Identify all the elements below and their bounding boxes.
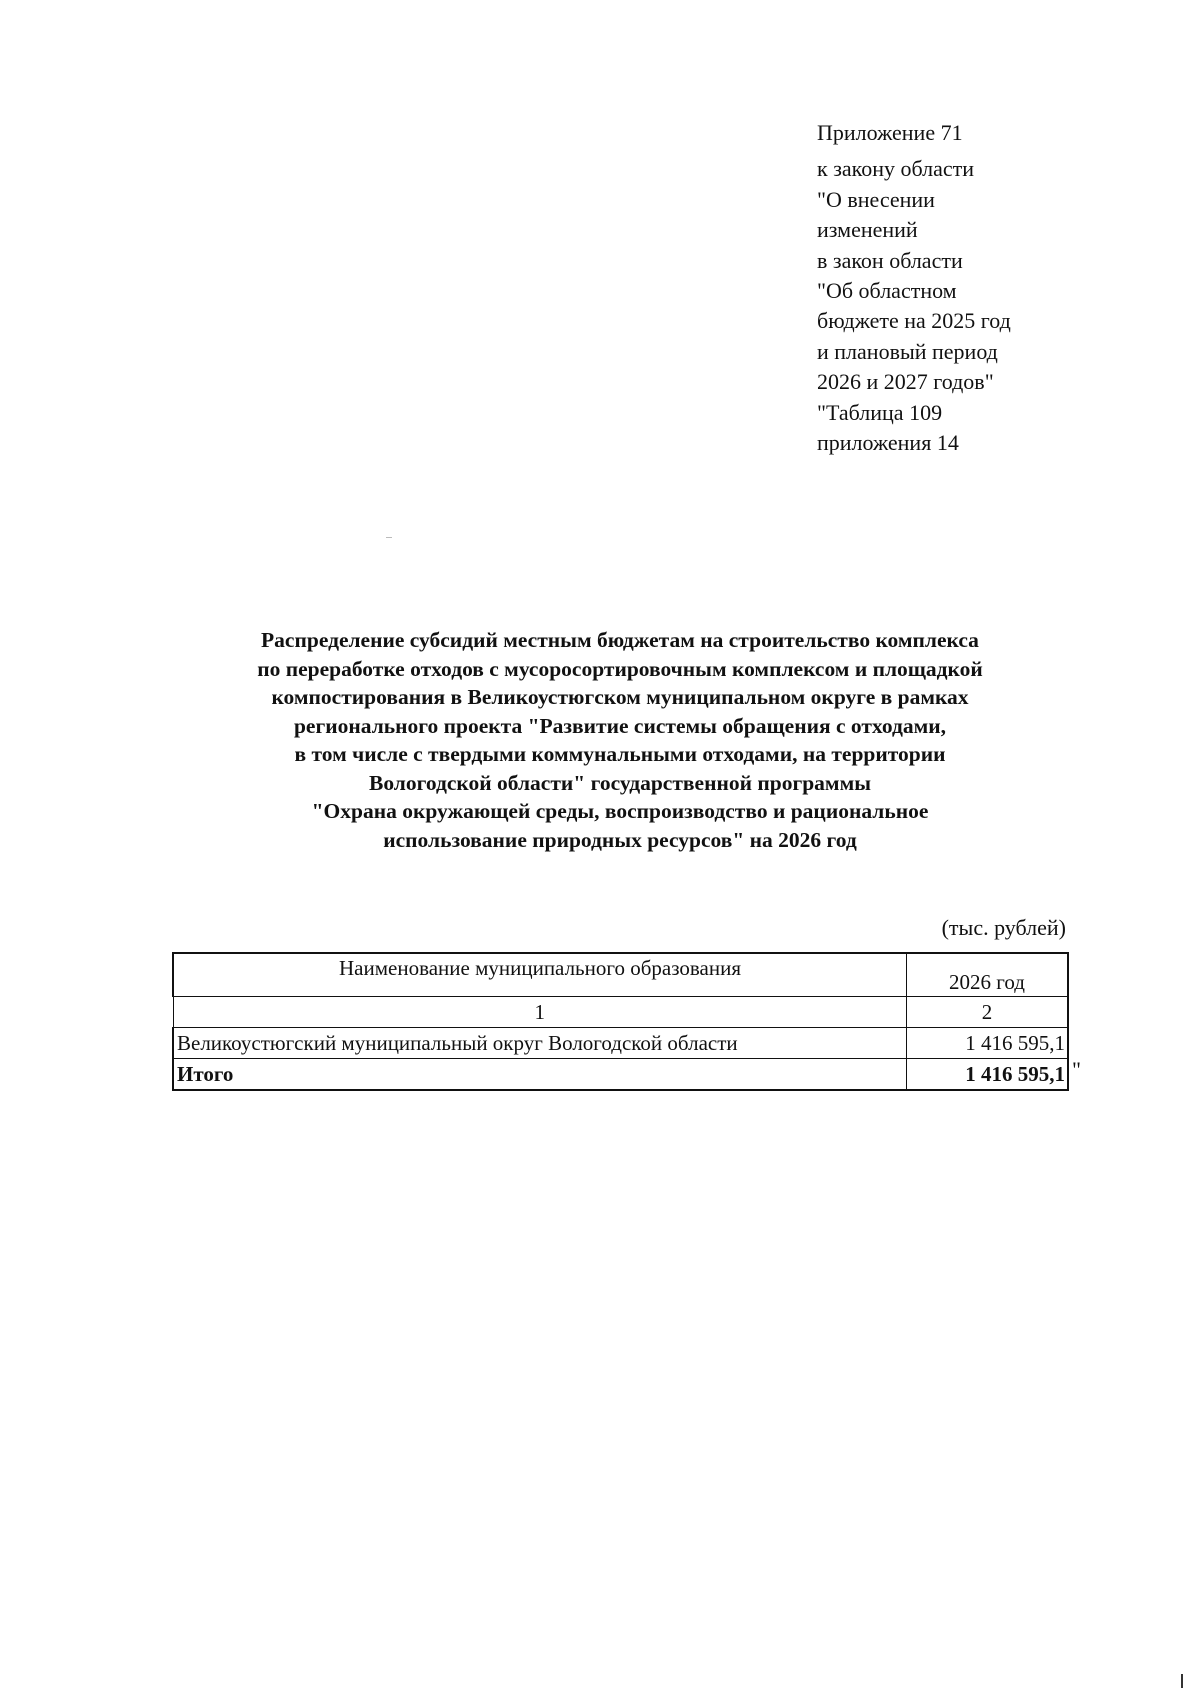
table-row xyxy=(173,1028,1068,1059)
appendix-line: "О внесении xyxy=(817,186,935,212)
title-line: по переработке отходов с мусоросортировочным комплексом и площадкой xyxy=(257,656,983,681)
title-line: Распределение субсидий местным бюджетам на строительство комплекса xyxy=(261,628,979,652)
document-title xyxy=(150,626,1090,854)
column-header-name: Наименование муниципального образования xyxy=(173,953,907,997)
municipality-value-cell: 1 416 595,1 xyxy=(907,1028,1069,1059)
table-body xyxy=(173,997,1068,1091)
title-line: в том числе с твердыми коммунальными отходами, на территории xyxy=(294,742,946,766)
appendix-line: "Об областном xyxy=(817,278,957,304)
scan-speck xyxy=(386,537,392,538)
column-number-year: 2 xyxy=(907,997,1069,1028)
column-number-row xyxy=(173,997,1068,1028)
total-value-cell: 1 416 595,1 xyxy=(907,1059,1069,1091)
title-line: "Охрана окружающей среды, воспроизводство и рациональное xyxy=(311,799,929,823)
appendix-line: к закону области xyxy=(817,156,975,182)
header-row xyxy=(173,953,1068,997)
appendix-line: бюджете на 2025 год xyxy=(817,308,1011,334)
appendix-line: "Таблица 109 xyxy=(817,399,943,425)
appendix-line: в закон области xyxy=(817,247,963,273)
appendix-line: приложения 14 xyxy=(817,430,959,456)
appendix-title: Приложение 71 xyxy=(817,120,963,145)
subsidy-table xyxy=(172,952,1069,1091)
title-line: Вологодской области" государственной программы xyxy=(369,770,871,795)
unit-note: (тыс. рублей) xyxy=(941,915,1066,940)
closing-quote: " xyxy=(1072,1057,1081,1082)
appendix-line: и плановый период xyxy=(817,338,998,364)
appendix-header xyxy=(817,118,1117,458)
column-header-year: 2026 год xyxy=(907,953,1069,997)
scan-edge-mark xyxy=(1181,1674,1183,1688)
municipality-name-cell: Великоустюгский муниципальный округ Вологодской области xyxy=(173,1028,907,1059)
appendix-line: 2026 и 2027 годов" xyxy=(817,369,994,395)
title-line: использование природных ресурсов" на 2026 год xyxy=(383,827,857,852)
total-label-cell: Итого xyxy=(173,1059,907,1091)
appendix-line: изменений xyxy=(817,217,918,243)
title-line: компостирования в Великоустюгском муниципальном округе в рамках xyxy=(271,685,969,709)
table-header xyxy=(173,953,1068,997)
title-line: регионального проекта "Развитие системы обращения с отходами, xyxy=(293,713,947,738)
total-row xyxy=(173,1059,1068,1091)
column-number-name: 1 xyxy=(173,997,907,1028)
